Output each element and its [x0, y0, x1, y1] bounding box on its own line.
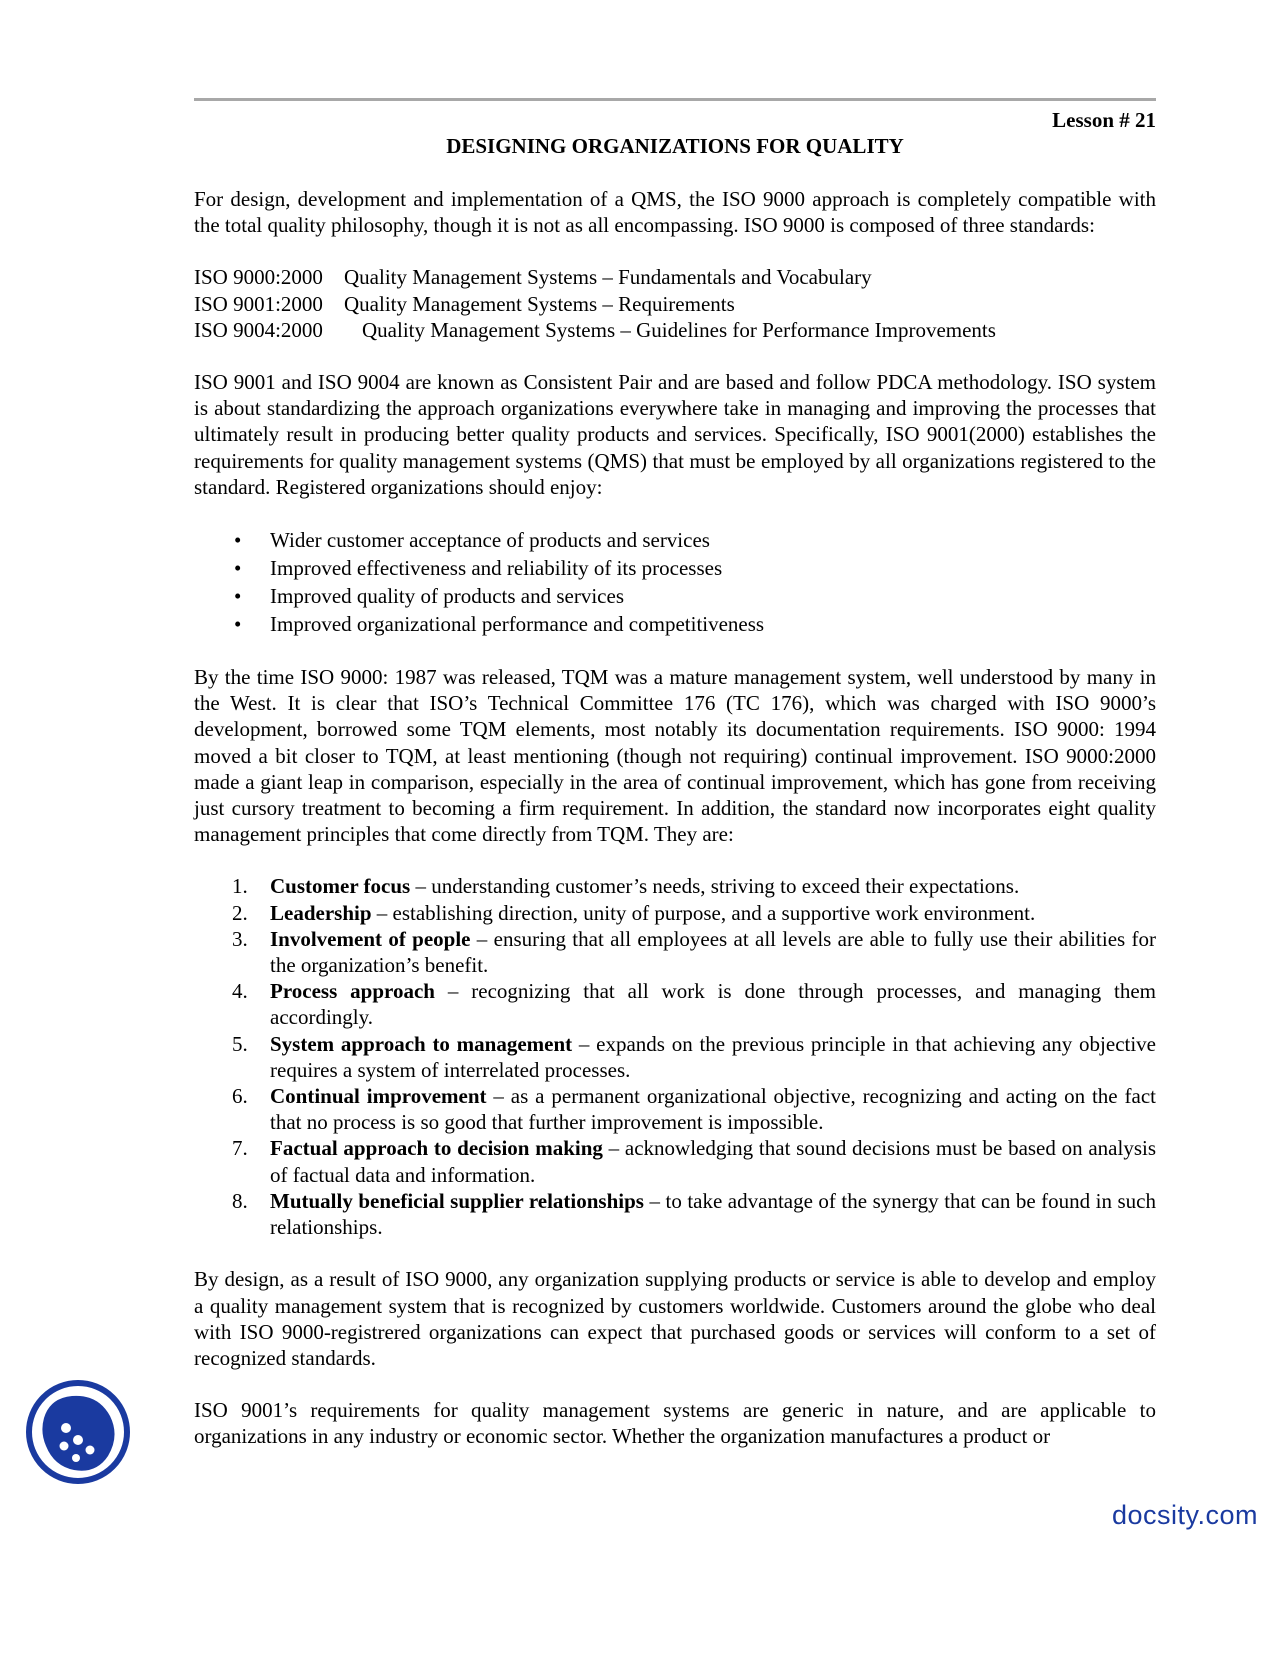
- list-item: [194, 900, 1156, 926]
- list-item: [194, 978, 1156, 1030]
- item-number: 6.: [232, 1084, 248, 1109]
- principle-desc: – ensuring that all employees at all levels are able to fully use their abilities for the organization’s benefit.: [270, 926, 1156, 978]
- list-item: [194, 582, 1156, 610]
- principle-term: Involvement of people: [270, 926, 471, 951]
- document-body: [194, 186, 1156, 1476]
- item-number: 3.: [232, 926, 248, 951]
- list-item: [194, 526, 1156, 554]
- benefits-list: [194, 526, 1156, 638]
- pdca-paragraph: ISO 9001 and ISO 9004 are known as Consistent Pair and are based and follow PDCA methodology. ISO system is about standardizing the approach organizations everywhere take in managing and improving the processes that ultimately result in producing better quality products and services. Specifically, ISO 9001(2000) establishes the requirements for quality management systems (QMS) that must be employed by all organizations registered to the standard. Registered organizations should enjoy:: [194, 370, 1156, 499]
- list-item: [194, 554, 1156, 582]
- top-rule: [194, 98, 1156, 101]
- standard-name: Quality Management Systems – Guidelines for Performance Improvements: [362, 317, 996, 342]
- docsity-logo-icon[interactable]: [24, 1378, 132, 1486]
- principles-list: [194, 873, 1156, 1240]
- standard-code: ISO 9000:2000: [194, 265, 323, 290]
- bullet-icon: •: [234, 612, 242, 637]
- item-number: 4.: [232, 979, 248, 1004]
- principle-term: Customer focus: [270, 874, 411, 899]
- list-item: [194, 1031, 1156, 1083]
- intro-paragraph: For design, development and implementation of a QMS, the ISO 9000 approach is completely compatible with the total quality philosophy, though it is not as all encompassing. ISO 9000 is composed of three standards:: [194, 187, 1156, 238]
- lesson-number: Lesson # 21: [1052, 108, 1156, 132]
- benefit-text: Improved effectiveness and reliability of its processes: [270, 556, 723, 581]
- standard-item: [194, 291, 1156, 317]
- standard-item: [194, 264, 1156, 290]
- principle-desc: – expands on the previous principle in that achieving any objective requires a system of interrelated processes.: [270, 1031, 1157, 1082]
- standard-name: Quality Management Systems – Requirements: [344, 291, 735, 316]
- item-number: 8.: [232, 1188, 248, 1213]
- principle-desc: – acknowledging that sound decisions must be based on analysis of factual data and information.: [270, 1136, 1157, 1187]
- standards-list: [194, 264, 1156, 343]
- bullet-icon: •: [234, 528, 242, 553]
- list-item: [194, 1135, 1156, 1187]
- principle-term: Factual approach to decision making: [270, 1136, 603, 1161]
- docsity-brand-link[interactable]: docsity.com: [1111, 1500, 1258, 1530]
- bullet-icon: •: [234, 556, 242, 581]
- principle-term: Process approach: [270, 979, 435, 1004]
- requirements-paragraph: ISO 9001’s requirements for quality management systems are generic in nature, and are applicable to organizations in any industry or economic sector. Whether the organization manufactures a product or: [194, 1398, 1156, 1449]
- principle-desc: – recognizing that all work is done through processes, and managing them accordingly.: [270, 979, 1156, 1030]
- benefit-text: Improved quality of products and services: [270, 584, 624, 609]
- list-item: [194, 873, 1156, 899]
- item-number: 7.: [232, 1136, 248, 1161]
- benefit-text: Wider customer acceptance of products and services: [270, 528, 710, 553]
- principle-desc: – establishing direction, unity of purpose, and a supportive work environment.: [371, 900, 1036, 925]
- principle-term: Leadership: [270, 900, 372, 925]
- item-number: 2.: [232, 900, 248, 925]
- list-item: [194, 1188, 1156, 1240]
- standard-code: ISO 9001:2000: [194, 291, 323, 316]
- standard-name: Quality Management Systems – Fundamentals and Vocabulary: [344, 265, 872, 290]
- list-item: [194, 926, 1156, 978]
- principle-term: System approach to management: [270, 1031, 573, 1056]
- standard-item: [194, 317, 1156, 343]
- standard-code: ISO 9004:2000: [194, 317, 323, 342]
- benefit-text: Improved organizational performance and competitiveness: [270, 612, 765, 637]
- list-item: [194, 1083, 1156, 1135]
- principle-term: Continual improvement: [270, 1084, 487, 1109]
- item-number: 1.: [232, 874, 248, 899]
- design-paragraph: By design, as a result of ISO 9000, any organization supplying products or service is able to develop and employ a quality management system that is recognized by customers worldwide. Customers around the globe who deal with ISO 9000-registrered organizations can expect that purchased goods or services will conform to a set of recognized standards.: [194, 1267, 1156, 1370]
- principle-desc: – understanding customer’s needs, striving to exceed their expectations.: [410, 874, 1020, 899]
- principle-term: Mutually beneficial supplier relationships: [270, 1188, 644, 1213]
- bullet-icon: •: [234, 584, 242, 609]
- principle-desc: – to take advantage of the synergy that can be found in such relationships.: [270, 1188, 1156, 1240]
- item-number: 5.: [232, 1031, 248, 1056]
- history-paragraph: By the time ISO 9000: 1987 was released, TQM was a mature management system, well understood by many in the West. It is clear that ISO’s Technical Committee 176 (TC 176), which was charged with ISO 9000’s development, borrowed some TQM elements, most notably its documentation requirements. ISO 9000: 1994 moved a bit closer to TQM, at least mentioning (though not requiring) continual improvement. ISO 9000:2000 made a giant leap in comparison, especially in the area of continual improvement, which has gone from receiving just cursory treatment to becoming a firm requirement. In addition, the standard now incorporates eight quality management principles that come directly from TQM. They are:: [194, 665, 1156, 847]
- principle-desc: – as a permanent organizational objective, recognizing and acting on the fact that no process is so good that further improvement is impossible.: [270, 1084, 1156, 1135]
- list-item: [194, 610, 1156, 638]
- page-title: DESIGNING ORGANIZATIONS FOR QUALITY: [446, 134, 904, 158]
